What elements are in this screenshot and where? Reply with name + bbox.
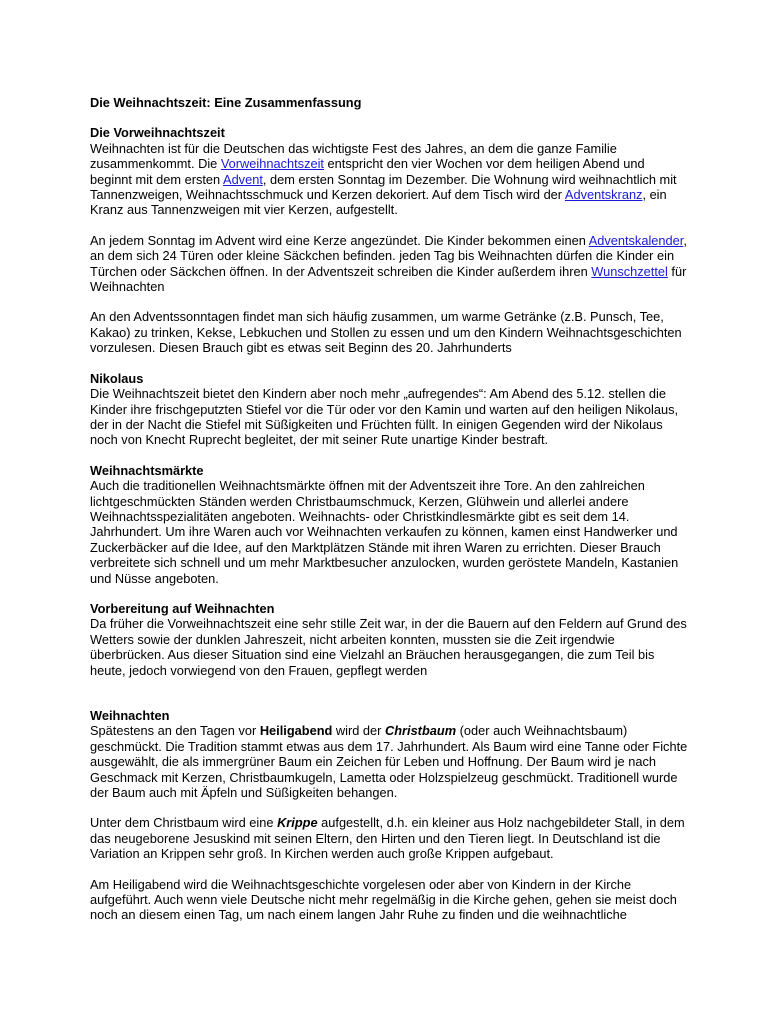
text-run: aufgestellt, d.h. ein kleiner aus Holz nachgebildeter Stall, in dem das neugeborene Jesuskind mit seinen Eltern, den Hirten und den Tieren liegt. In Deutschland ist die Variation an Krippen sehr groß. In Kirchen werden auch große Krippen aufgebaut.	[90, 815, 685, 862]
text-run: , ein Kranz aus Tannenzweigen mit vier Kerzen, aufgestellt.	[90, 187, 667, 218]
text-run: Weihnachten ist für die Deutschen das wichtigste Fest des Jahres, an dem die ganze Familie zusammenkommt. Die	[90, 140, 617, 172]
text-run: An jedem Sonntag im Advent wird eine Kerze angezündet. Die Kinder bekommen einen	[90, 232, 589, 248]
paragraph	[90, 815, 690, 861]
section-weihnachten	[90, 708, 690, 923]
paragraph	[90, 141, 690, 218]
text-run: entspricht den vier Wochen vor dem heiligen Abend und beginnt mit dem ersten	[90, 156, 645, 187]
section-nikolaus	[90, 371, 690, 448]
text-run: für Weihnachten	[90, 263, 687, 295]
text-run: , dem ersten Sonntag im Dezember. Die Wohnung wird weihnachtlich mit Tannenzweigen, Weihnachtsschmuck und Kerzen dekoriert. Auf dem Tisch wird der	[90, 171, 677, 203]
bold-term-heiligabend: Heiligabend	[259, 723, 333, 739]
paragraph	[90, 233, 690, 295]
section-heading: Die Vorweihnachtszeit	[90, 125, 225, 141]
text-run: wird der	[332, 723, 385, 739]
bold-italic-term-krippe: Krippe	[277, 815, 318, 831]
paragraph: Die Weihnachtszeit bietet den Kindern aber noch mehr „aufregendes“: Am Abend des 5.12. stellen die Kinder ihre frischgeputzten Stiefel vor die Tür oder vor den Kamin und warten auf den heiligen Nikolaus, der in der Nacht die Stiefel mit Süßigkeiten und Früchten füllt. In einigen Gegenden wird der Nikolaus noch von Knecht Ruprecht begleitet, der mit seiner Rute unartige Kinder bestraft.	[90, 386, 679, 448]
link-adventskranz[interactable]: Adventskranz	[564, 187, 643, 203]
link-vorweihnachtszeit[interactable]: Vorweihnachtszeit	[220, 156, 324, 172]
section-vorweihnachtszeit	[90, 125, 690, 355]
section-heading: Vorbereitung auf Weihnachten	[90, 600, 275, 616]
text-run: Spätestens an den Tagen vor	[90, 723, 260, 739]
text-run: Unter dem Christbaum wird eine	[90, 815, 278, 831]
link-wunschzettel[interactable]: Wunschzettel	[591, 263, 668, 279]
bold-italic-term-christbaum: Christbaum	[384, 723, 457, 739]
paragraph: An den Adventssonntagen findet man sich häufig zusammen, um warme Getränke (z.B. Punsch, Tee, Kakao) zu trinken, Kekse, Lebkuchen und Stollen zu essen und um den Kindern Weihnachtsgeschichten vorzulesen. Diesen Brauch gibt es etwas seit Beginn des 20. Jahrhunderts	[90, 309, 682, 356]
document-page	[90, 95, 690, 923]
section-heading: Weihnachten	[90, 708, 170, 723]
section-heading: Weihnachtsmärkte	[90, 462, 204, 478]
paragraph	[90, 723, 690, 800]
section-weihnachtsmaerkte	[90, 463, 690, 586]
document-title: Die Weihnachtszeit: Eine Zusammenfassung	[90, 95, 362, 110]
paragraph: Da früher die Vorweihnachtszeit eine sehr stille Zeit war, in der die Bauern auf den Feldern auf Grund des Wetters sowie der dunklen Jahreszeit, nicht arbeiten konnten, mussten sie die Zeit irgendwie überbrücken. Aus dieser Situation sind eine Vielzahl an Bräuchen herausgegangen, die zum Teil bis heute, jedoch vorwiegend von den Frauen, gepflegt werden	[90, 616, 687, 678]
section-vorbereitung	[90, 601, 690, 678]
paragraph: Am Heiligabend wird die Weihnachtsgeschichte vorgelesen oder aber von Kindern in der Kirche aufgeführt. Auch wenn viele Deutsche nicht mehr regelmäßig in die Kirche gehen, gehen sie meist doch noch an diesem einen Tag, um nach einem langen Jahr Ruhe zu finden und die weihnachtliche	[90, 876, 677, 923]
paragraph: Auch die traditionellen Weihnachtsmärkte öffnen mit der Adventszeit ihre Tore. An den zahlreichen lichtgeschmückten Ständen werden Christbaumschmuck, Kerzen, Glühwein und allerlei andere Weihnachtsspezialitäten angeboten. Weihnachts- oder Christkindlesmärkte gibt es seit dem 14. Jahrhundert. Um ihre Waren auch vor Weihnachten verkaufen zu können, kamen einst Handwerker und Zuckerbäcker auf die Idee, auf den Marktplätzen Stände mit ihren Waren zu errichten. Dieser Brauch verbreitete sich schnell und um mehr Marktbesucher anzulocken, wurden geröstete Mandeln, Kastanien und Nüsse angeboten.	[90, 478, 679, 586]
text-run: , an dem sich 24 Türen oder kleine Säckchen befinden. jeden Tag bis Weihnachten dürfen die Kinder ein Türchen oder Säckchen öffnen. In der Adventszeit schreiben die Kinder außerdem ihren	[90, 232, 687, 279]
section-heading: Nikolaus	[90, 370, 144, 386]
link-advent[interactable]: Advent	[223, 171, 263, 187]
link-adventskalender[interactable]: Adventskalender	[588, 232, 684, 248]
text-run: (oder auch Weihnachtsbaum) geschmückt. Die Tradition stammt etwas aus dem 17. Jahrhundert. Als Baum wird eine Tanne oder Fichte ausgewählt, die als immergrüner Baum ein Zeichen für Leben und Hoffnung. Der Baum wird je nach Geschmack mit Kerzen, Christbaumkugeln, Lametta oder Holzspielzeug geschmückt. Traditionell wurde der Baum auch mit Äpfeln und Süßigkeiten behangen.	[90, 723, 688, 801]
